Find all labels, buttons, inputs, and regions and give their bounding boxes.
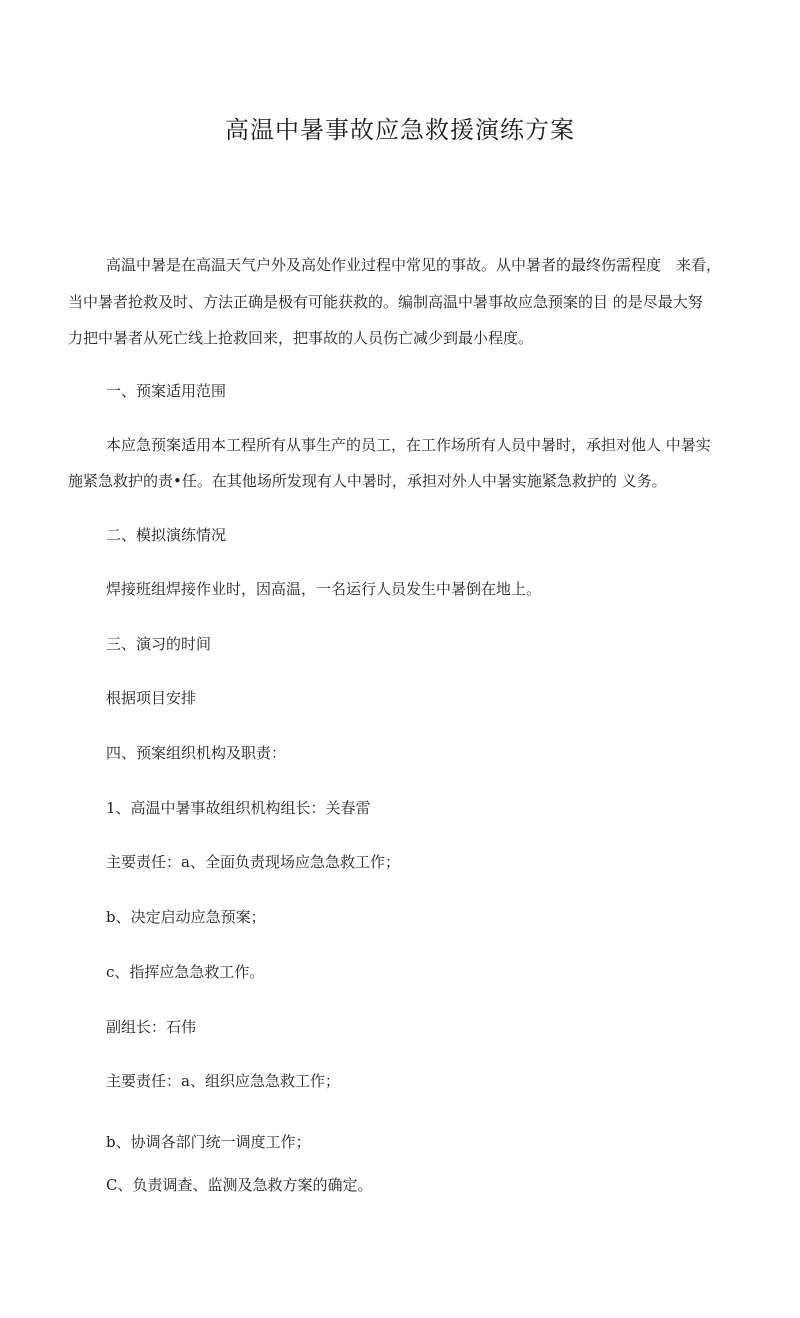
leader-duty-a: 主要责任：a、全面负责现场应急急救工作； — [106, 853, 400, 871]
intro-line-3: 力把中暑者从死亡线上抢救回来，把事故的人员伤亡减少到最小程度。 — [68, 329, 534, 347]
deputy-duty-c: C、负责调查、监测及急救方案的确定。 — [106, 1176, 373, 1194]
section1-heading: 一、预案适用范围 — [106, 382, 227, 400]
section2-text: 焊接班组焊接作业时，因高温，一名运行人员发生中暑倒在地上。 — [106, 580, 542, 598]
section3-heading: 三、演习的时间 — [106, 635, 212, 653]
leader-duty-b: b、决定启动应急预案； — [106, 908, 266, 926]
deputy-duty-b: b、协调各部门统一调度工作； — [106, 1133, 311, 1151]
deputy-duty-a: 主要责任：a、组织应急急救工作； — [106, 1072, 340, 1090]
section1-line-2: 施紧急救护的责•任。在其他场所发现有人中暑时，承担对外人中暑实施紧急救护的 义务。 — [68, 472, 667, 490]
leader-duty-c: c、指挥应急急救工作。 — [106, 963, 265, 981]
intro-line-2: 当中暑者抢救及时、方法正确是极有可能获救的。编制高温中暑事故应急预案的目 的是尽最大努 — [68, 293, 703, 311]
section2-heading: 二、模拟演练情况 — [106, 526, 227, 544]
org-leader: 1、高温中暑事故组织机构组长：关春雷 — [106, 799, 371, 817]
section3-text: 根据项目安排 — [106, 689, 197, 707]
intro-line-1: 高温中暑是在高温天气户外及高处作业过程中常见的事故。从中暑者的最终伤需程度 来看， — [106, 256, 722, 274]
document-title: 高温中暑事故应急救援演练方案 — [225, 116, 575, 144]
deputy-leader: 副组长：石伟 — [106, 1018, 197, 1036]
section1-line-1: 本应急预案适用本工程所有从事生产的员工，在工作场所有人员中暑时，承担对他人 中暑实 — [106, 436, 711, 454]
section4-heading: 四、预案组织机构及职责： — [106, 744, 287, 762]
